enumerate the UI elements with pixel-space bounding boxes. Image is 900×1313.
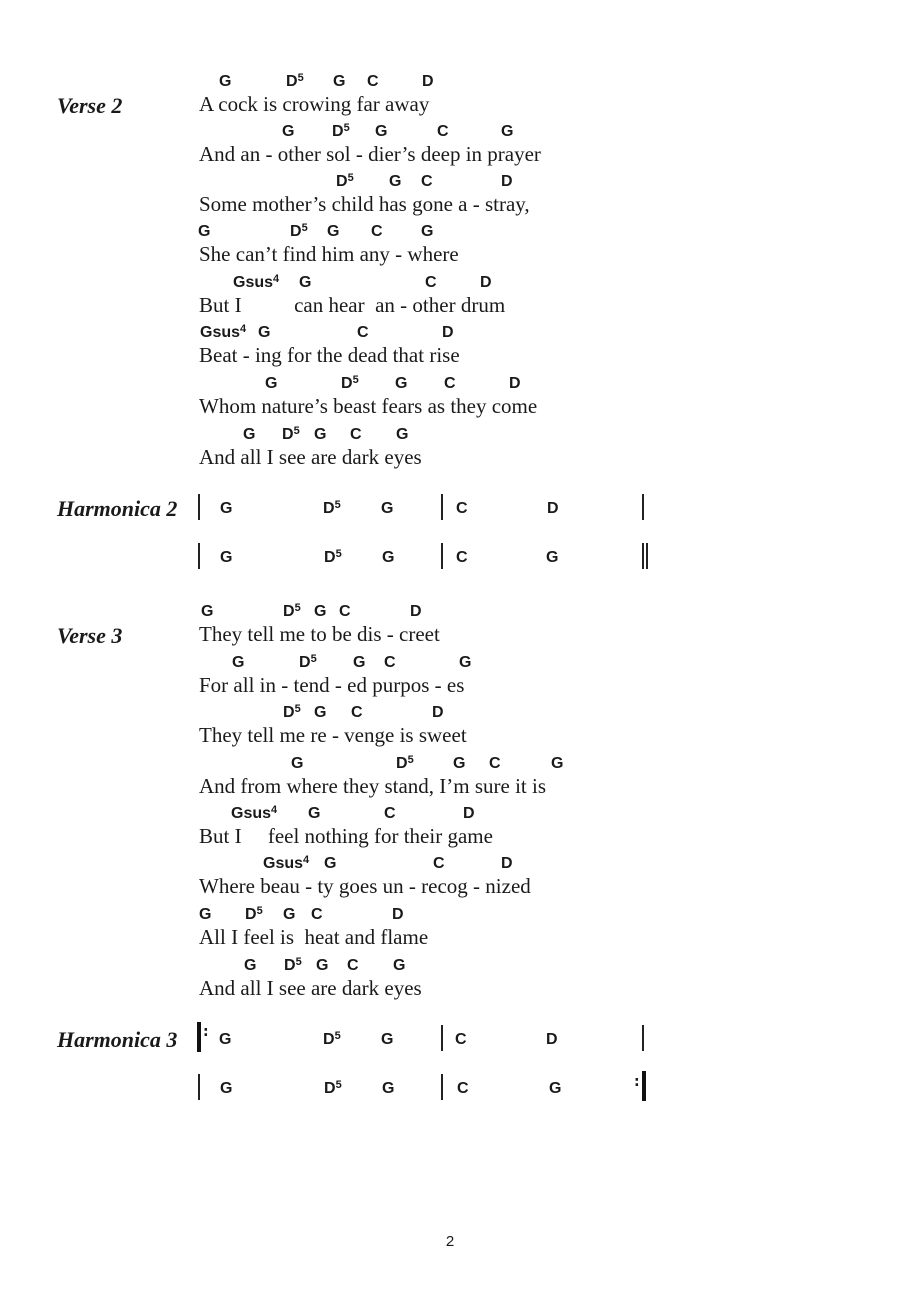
chord: G — [232, 654, 245, 671]
chord: G — [551, 755, 564, 772]
harmonica-2-label: Harmonica 2 — [57, 496, 178, 521]
chord: C — [421, 173, 433, 190]
lyric-line: They tell me to be dis - creet — [199, 622, 440, 646]
chord: C — [384, 654, 396, 671]
chord: $D^5$ — [286, 72, 304, 90]
lyric-line: And all I see are dark eyes — [199, 976, 422, 1000]
repeat-start-dots: : — [203, 1024, 209, 1040]
chord: G — [314, 704, 327, 721]
final-double-barline — [646, 543, 648, 569]
chord: G — [353, 654, 366, 671]
chord: C — [489, 755, 501, 772]
chord: D — [546, 1031, 558, 1048]
barline — [441, 543, 443, 569]
chord: C — [456, 549, 468, 566]
chord: Gsus$^4$ — [233, 273, 280, 291]
chord: $D^5$ — [245, 905, 263, 923]
chord: G — [459, 654, 472, 671]
chord: D — [501, 855, 513, 872]
lyric-line: And an - other sol - dier’s deep in prayer — [199, 142, 541, 166]
lyric-line: But I can hear an - other drum — [199, 293, 506, 317]
chord: $D^5$ — [283, 703, 301, 721]
lyric-line: Some mother’s child has gone a - stray, — [199, 192, 530, 216]
chord: C — [311, 906, 323, 923]
chord: C — [367, 73, 379, 90]
chord: $D^5$ — [282, 425, 300, 443]
barline — [198, 543, 200, 569]
chord: $D^5$ — [299, 653, 317, 671]
lyric-line: And all I see are dark eyes — [199, 445, 422, 469]
chord: C — [350, 426, 362, 443]
chord: C — [339, 603, 351, 620]
lyric-line: Where beau - ty goes un - recog - nized — [199, 874, 531, 898]
chord: $D^5$ — [336, 172, 354, 190]
chord: C — [444, 375, 456, 392]
chord: C — [437, 123, 449, 140]
harmonica-3-label: Harmonica 3 — [57, 1027, 178, 1052]
chord: G — [314, 603, 327, 620]
chord: Gsus$^4$ — [200, 323, 247, 341]
chord: C — [357, 324, 369, 341]
lyric-line: She can’t find him any - where — [199, 242, 459, 266]
chord: $D^5$ — [283, 602, 301, 620]
chord: Gsus$^4$ — [263, 854, 310, 872]
chord: C — [425, 274, 437, 291]
chord: $D^5$ — [324, 1079, 342, 1097]
chord: $D^5$ — [324, 548, 342, 566]
chord: D — [480, 274, 492, 291]
chord: C — [456, 500, 468, 517]
chord: G — [220, 549, 233, 566]
chord: Gsus$^4$ — [231, 804, 278, 822]
chord: G — [382, 1080, 395, 1097]
chord: G — [381, 1031, 394, 1048]
repeat-end-dots: : — [634, 1074, 640, 1090]
chord: D — [432, 704, 444, 721]
lyric-line: All I feel is heat and flame — [199, 925, 429, 949]
chord: C — [455, 1031, 467, 1048]
chord: G — [546, 549, 559, 566]
chord: G — [389, 173, 402, 190]
chord: C — [347, 957, 359, 974]
chord: $D^5$ — [332, 122, 350, 140]
chord: $D^5$ — [323, 499, 341, 517]
chord: C — [351, 704, 363, 721]
chord: G — [282, 123, 295, 140]
chord: $D^5$ — [396, 754, 414, 772]
chord: G — [219, 73, 232, 90]
lyric-line: They tell me re - venge is sweet — [199, 723, 467, 747]
chord: G — [421, 223, 434, 240]
chord: G — [291, 755, 304, 772]
barline — [198, 494, 200, 520]
chord: D — [392, 906, 404, 923]
lyric-line: But I feel nothing for their game — [199, 824, 493, 848]
chord: G — [501, 123, 514, 140]
chord: $D^5$ — [290, 222, 308, 240]
chord: G — [333, 73, 346, 90]
chord: G — [220, 1080, 233, 1097]
chord: G — [382, 549, 395, 566]
barline — [642, 1025, 644, 1051]
chord: G — [316, 957, 329, 974]
chord: C — [384, 805, 396, 822]
lyric-line: And from where they stand, I’m sure it is — [199, 774, 547, 798]
chord: D — [422, 73, 434, 90]
chord: D — [410, 603, 422, 620]
chord: G — [393, 957, 406, 974]
barline — [642, 494, 644, 520]
chord: G — [283, 906, 296, 923]
chord: G — [201, 603, 214, 620]
chord: C — [457, 1080, 469, 1097]
verse-2-label: Verse 2 — [57, 93, 123, 118]
repeat-start-barline — [197, 1022, 201, 1052]
chord: G — [243, 426, 256, 443]
barline — [441, 494, 443, 520]
lyric-line: Beat - ing for the dead that rise — [199, 343, 460, 367]
verse-3-label: Verse 3 — [57, 623, 123, 648]
chord: G — [244, 957, 257, 974]
chord: G — [453, 755, 466, 772]
repeat-end-barline — [642, 1071, 646, 1101]
chord: D — [463, 805, 475, 822]
lyric-line: A cock is crowing far away — [199, 92, 430, 116]
barline — [441, 1074, 443, 1100]
chord: G — [395, 375, 408, 392]
chord: G — [265, 375, 278, 392]
chord: G — [396, 426, 409, 443]
page-number: 2 — [445, 1233, 455, 1250]
barline — [198, 1074, 200, 1100]
lyric-line: Whom nature’s beast fears as they come — [199, 394, 538, 418]
chord: G — [375, 123, 388, 140]
chord: C — [371, 223, 383, 240]
chord: G — [220, 500, 233, 517]
chord: $D^5$ — [323, 1030, 341, 1048]
chord: G — [381, 500, 394, 517]
chord: D — [509, 375, 521, 392]
chord: G — [199, 906, 212, 923]
chord: D — [547, 500, 559, 517]
chord: G — [314, 426, 327, 443]
lyric-line: For all in - tend - ed purpos - es — [199, 673, 465, 697]
chord: G — [327, 223, 340, 240]
chord: G — [198, 223, 211, 240]
chord: G — [308, 805, 321, 822]
chord: D — [442, 324, 454, 341]
chord: G — [258, 324, 271, 341]
final-double-barline — [642, 543, 644, 569]
chord: G — [549, 1080, 562, 1097]
barline — [441, 1025, 443, 1051]
chord: G — [219, 1031, 232, 1048]
chord: $D^5$ — [284, 956, 302, 974]
chord: G — [324, 855, 337, 872]
chord: C — [433, 855, 445, 872]
chord: G — [299, 274, 312, 291]
chord: $D^5$ — [341, 374, 359, 392]
chord: D — [501, 173, 513, 190]
